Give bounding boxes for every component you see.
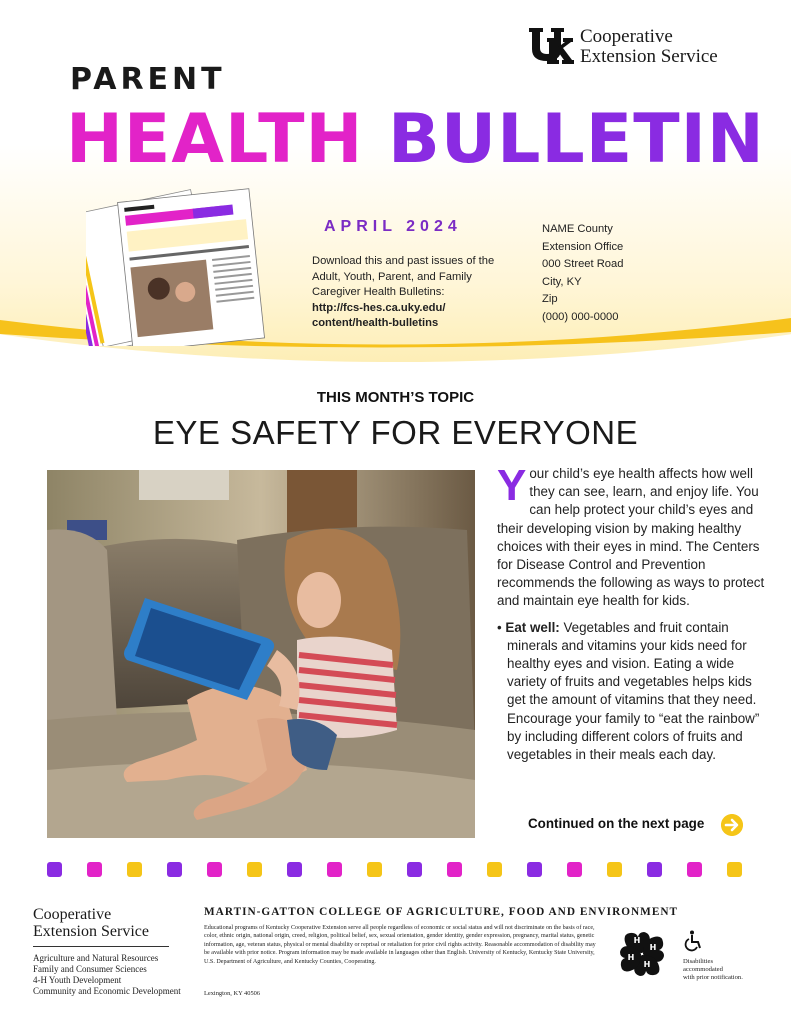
arrow-right-icon[interactable] xyxy=(721,814,743,836)
extension-office-address: NAME County Extension Office 000 Street Road City, KY Zip (000) 000-0000 xyxy=(542,223,624,323)
topic-title: EYE SAFETY FOR EVERYONE xyxy=(152,414,639,451)
uk-logo-icon xyxy=(527,26,575,66)
footer-departments: Agriculture and Natural Resources Family and Consumer Sciences 4-H Youth Development Community and Economic Development xyxy=(33,953,181,996)
footer-brand: Cooperative Extension Service xyxy=(33,906,149,940)
footer-college: MARTIN-GATTON COLLEGE OF AGRICULTURE, FOOD AND ENVIRONMENT xyxy=(204,906,679,918)
dot xyxy=(727,862,742,877)
dot xyxy=(687,862,702,877)
dot xyxy=(607,862,622,877)
dot xyxy=(567,862,582,877)
dot xyxy=(287,862,302,877)
bullet-eat-well: • Eat well: Vegetables and fruit contain minerals and vitamins your kids need for healthy eyes and vision. Eating a wide variety of fruits and vegetables helps kids get the amount of vitamins that they need. Encourage your family to “eat the rainbow” by including different colors of fruits and vegetables in their meals each day. xyxy=(497,619,760,763)
bulletin-link-cont[interactable]: content/health-bulletins xyxy=(312,317,439,329)
decorative-dots xyxy=(47,862,747,878)
masthead-kicker: PARENT xyxy=(70,62,226,97)
dot xyxy=(647,862,662,877)
dot xyxy=(47,862,62,877)
org-name: Cooperative Extension Service xyxy=(580,26,718,67)
dot xyxy=(167,862,182,877)
4h-clover-icon xyxy=(614,926,670,982)
article-body xyxy=(497,461,769,764)
footer-divider xyxy=(33,946,169,947)
svg-text:H: H xyxy=(627,953,635,962)
dot xyxy=(487,862,502,877)
download-info: Download this and past issues of the Adult, Youth, Parent, and Family Caregiver Health Bulletins: http://fcs-hes.ca.uky.edu/ content/health-bulletins xyxy=(312,254,522,332)
title-word-bulletin: BULLETIN xyxy=(388,100,765,179)
dot xyxy=(447,862,462,877)
dot xyxy=(127,862,142,877)
topic-kicker: THIS MONTH’S TOPIC xyxy=(316,389,475,406)
bulletin-stack-illustration xyxy=(86,186,276,346)
dot xyxy=(527,862,542,877)
dot xyxy=(207,862,222,877)
dot xyxy=(247,862,262,877)
svg-text:H: H xyxy=(649,943,657,952)
footer-disabilities-note: Disabilities accommodated with prior notification. xyxy=(683,958,743,981)
dot xyxy=(87,862,102,877)
svg-text:H: H xyxy=(633,936,641,945)
bulletin-link[interactable]: http://fcs-hes.ca.uky.edu/ xyxy=(312,301,446,314)
dropcap: Y xyxy=(497,461,527,510)
issue-month: APRIL 2024 xyxy=(324,218,462,235)
footer-city: Lexington, KY 40506 xyxy=(204,990,261,997)
wheelchair-icon xyxy=(684,930,704,952)
child-with-tablet-photo xyxy=(47,470,475,838)
dot xyxy=(327,862,342,877)
svg-text:H: H xyxy=(643,960,651,969)
masthead-title xyxy=(66,100,765,180)
title-word-health: HEALTH xyxy=(66,100,364,179)
footer-legal: Educational programs of Kentucky Cooperative Extension serve all people regardless of economic or social status and will not discriminate on the basis of race, color, ethnic origin, national origin, creed, religion, political belief, sex, sexual orientation, gender identity, gender expression, pregnancy, marital status, genetic information, age, veteran status, physical or mental disability or reprisal or retaliation for prior civil rights activity. Reasonable accommodation of disability may be available with prior notice. Program information may be made available in languages other than English. University of Kentucky, Kentucky State University, U.S. Department of Agriculture, and Kentucky Counties, Cooperating. xyxy=(204,925,596,965)
continued-label: Continued on the next page xyxy=(528,816,705,831)
dot xyxy=(367,862,382,877)
article-intro: Your child’s eye health affects how well they can see, learn, and enjoy life. You can help protect your child’s eyes and their developing vision by making healthy choices with their eyes in mind. The Centers for Disease Control and Prevention recommends the following as ways to protect and maintain eye health for kids. xyxy=(497,461,765,609)
dot xyxy=(407,862,422,877)
